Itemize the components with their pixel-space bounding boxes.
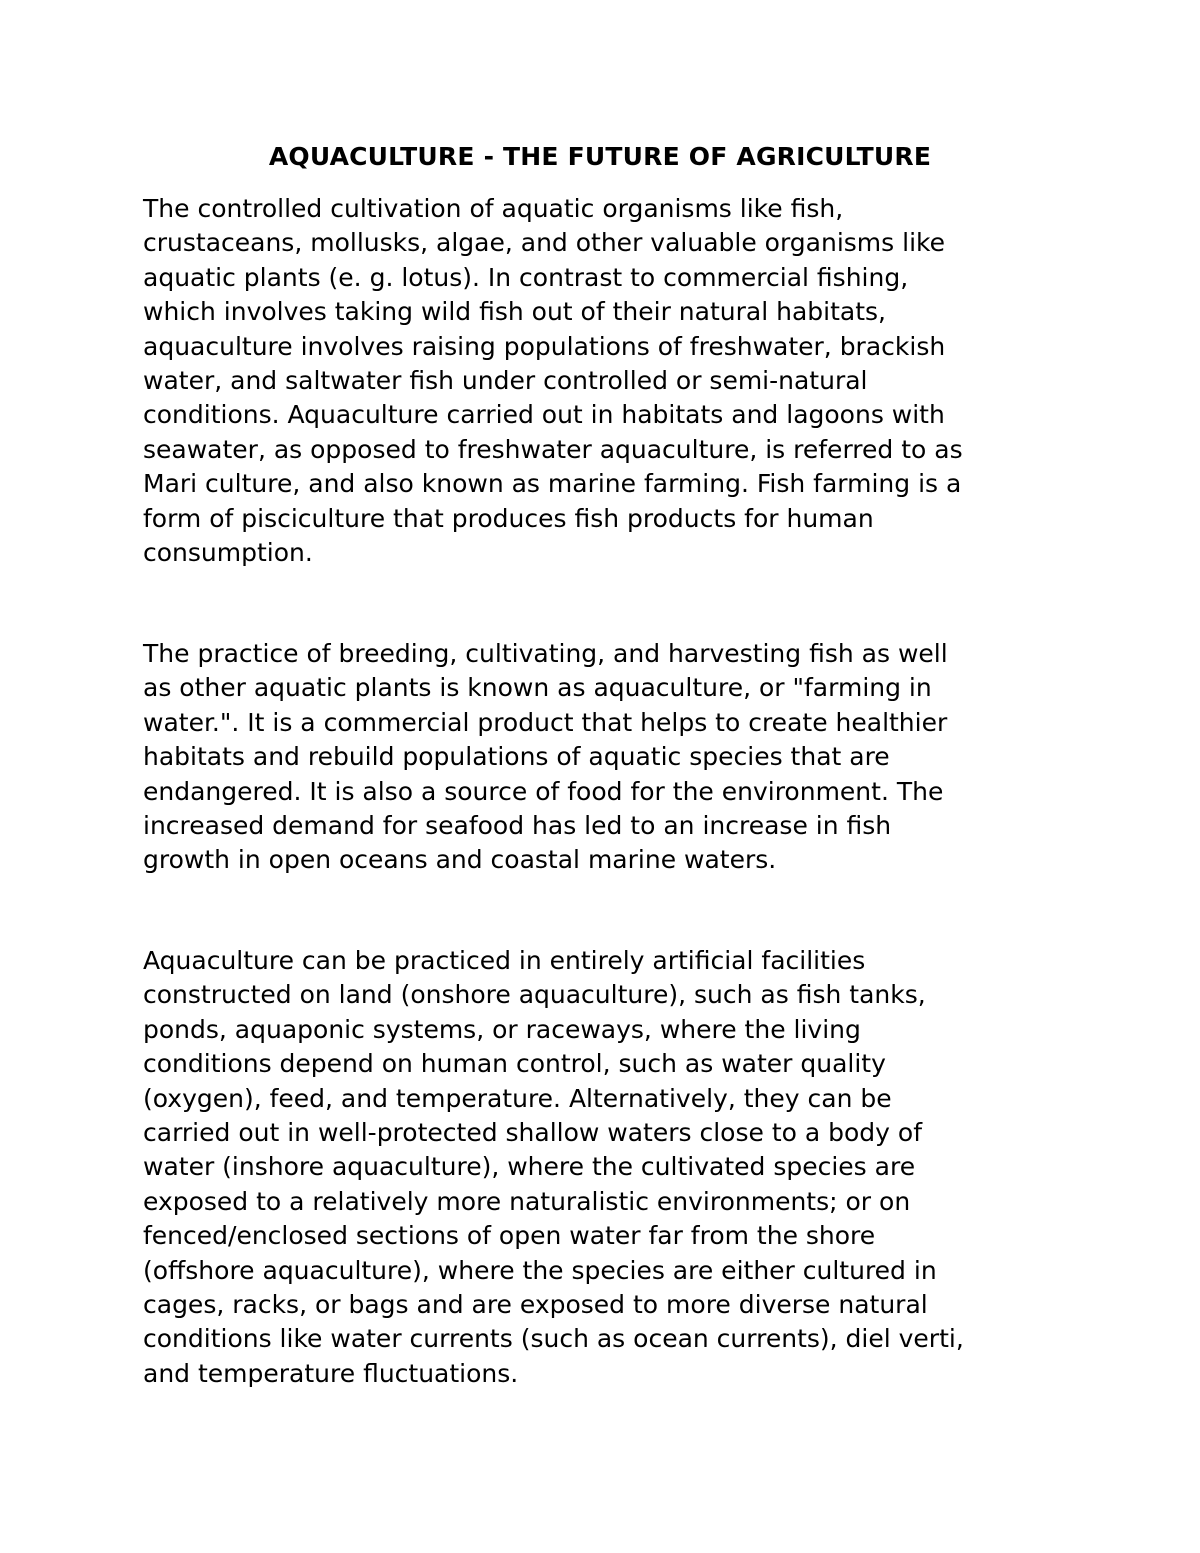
paragraph-line: The practice of breeding, cultivating, and harvesting fish as well [143, 639, 948, 668]
paragraph-line: as other aquatic plants is known as aquaculture, or "farming in [143, 673, 932, 703]
paragraph-2 [143, 637, 1063, 878]
paragraph-line: aquaculture involves raising populations of freshwater, brackish [143, 331, 946, 361]
paragraph-line: growth in open oceans and coastal marine waters. [143, 845, 777, 875]
paragraph-line: seawater, as opposed to freshwater aquaculture, is referred to as [143, 434, 963, 464]
paragraph-line: constructed on land (onshore aquaculture), such as fish tanks, [143, 980, 926, 1010]
paragraph-line: which involves taking wild fish out of their natural habitats, [143, 297, 886, 327]
paragraph-line: Aquaculture can be practiced in entirely artificial facilities [143, 946, 866, 975]
paragraph-line: cages, racks, or bags and are exposed to more diverse natural [143, 1290, 928, 1320]
document-title: AQUACULTURE - THE FUTURE OF AGRICULTURE [268, 142, 932, 171]
paragraph-line: water (inshore aquaculture), where the cultivated species are [143, 1152, 916, 1182]
paragraph-line: carried out in well-protected shallow waters close to a body of [143, 1118, 923, 1148]
paragraph-line: Mari culture, and also known as marine farming. Fish farming is a [143, 469, 962, 499]
paragraph-line: increased demand for seafood has led to an increase in fish [143, 811, 892, 841]
paragraph-line: The controlled cultivation of aquatic organisms like fish, [143, 194, 844, 223]
paragraph-line: crustaceans, mollusks, algae, and other valuable organisms like [143, 228, 945, 258]
paragraph-line: endangered. It is also a source of food for the environment. The [143, 776, 944, 806]
paragraph-1 [143, 192, 1063, 570]
paragraph-line: aquatic plants (e. g. lotus). In contrast to commercial fishing, [143, 262, 909, 292]
paragraph-line: conditions. Aquaculture carried out in habitats and lagoons with [143, 400, 945, 430]
paragraph-line: water.". It is a commercial product that helps to create healthier [143, 707, 948, 737]
paragraph-line: (offshore aquaculture), where the species are either cultured in [143, 1255, 937, 1285]
paragraph-line: and temperature fluctuations. [143, 1358, 519, 1388]
paragraph-line: habitats and rebuild populations of aquatic species that are [143, 742, 890, 772]
paragraph-line: conditions like water currents (such as ocean currents), diel verti, [143, 1324, 964, 1354]
paragraph-line: fenced/enclosed sections of open water far from the shore [143, 1221, 876, 1251]
paragraph-line: exposed to a relatively more naturalistic environments; or on [143, 1186, 911, 1216]
paragraph-line: (oxygen), feed, and temperature. Alternatively, they can be [143, 1083, 892, 1113]
paragraph-3 [143, 944, 1063, 1391]
paragraph-line: consumption. [143, 538, 313, 568]
paragraph-line: conditions depend on human control, such as water quality [143, 1049, 886, 1079]
paragraph-line: form of pisciculture that produces fish products for human [143, 503, 874, 533]
paragraph-line: water, and saltwater fish under controlled or semi-natural [143, 366, 868, 396]
paragraph-line: ponds, aquaponic systems, or raceways, where the living [143, 1014, 861, 1044]
